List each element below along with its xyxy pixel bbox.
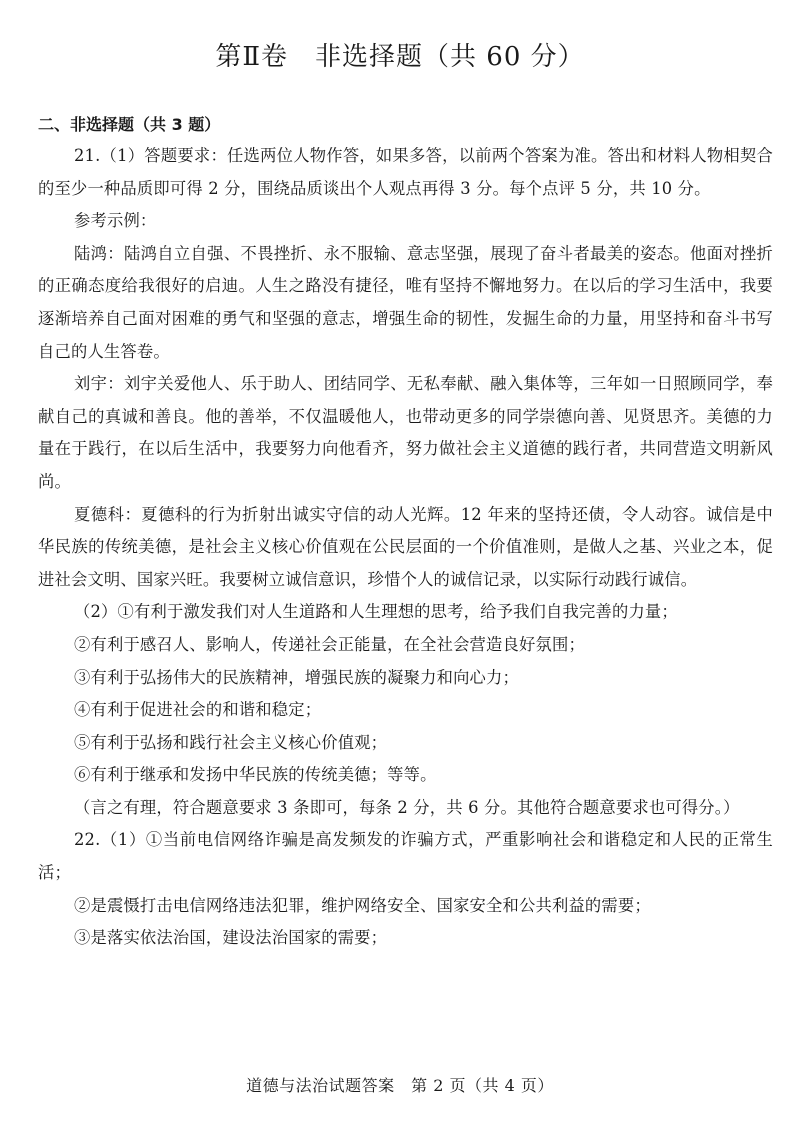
- example-xia-deke: 夏德科：夏德科的行为折射出诚实守信的动人光辉。12 年来的坚持还债，令人动容。诚信是中华民族的传统美德，是社会主义核心价值观在公民层面的一个价值准则，是做人之基、兴业之本，促进社会文明、国家兴旺。我要树立诚信意识，珍惜个人的诚信记录，以实际行动践行诚信。: [38, 504, 773, 589]
- q21-part2-point5: ⑤有利于弘扬和践行社会主义核心价值观；: [74, 732, 388, 752]
- q22-part1-point1: 22.（1）①当前电信网络诈骗是高发频发的诈骗方式，严重影响社会和谐稳定和人民的正常生活；: [38, 830, 773, 883]
- example-lu-hong: 陆鸿：陆鸿自立自强、不畏挫折、永不服输、意志坚强，展现了奋斗者最美的姿态。他面对挫折的正确态度给我很好的启迪。人生之路没有捷径，唯有坚持不懈地努力。在以后的学习生活中，我要逐渐培养自己面对困难的勇气和坚强的意志，增强生命的韧性，发掘生命的力量，用坚持和奋斗书写自己的人生答卷。: [38, 243, 773, 361]
- q21-part2-point6: ⑥有利于继承和发扬中华民族的传统美德；等等。: [74, 765, 437, 785]
- q22-part1-point2: ②是震慑打击电信网络违法犯罪，维护网络安全、国家安全和公共利益的需要；: [74, 895, 651, 915]
- q21-part2-point1: （2）①有利于激发我们对人生道路和人生理想的思考，给予我们自我完善的力量；: [74, 602, 678, 622]
- answer-body: [38, 140, 773, 955]
- q21-scoring-note: （言之有理，符合题意要求 3 条即可，每条 2 分，共 6 分。其他符合题意要求也可得分。）: [74, 797, 740, 817]
- page-title: 第Ⅱ卷 非选择题（共 60 分）: [215, 42, 585, 72]
- q21-part2-point3: ③有利于弘扬伟大的民族精神，增强民族的凝聚力和向心力；: [74, 667, 519, 687]
- section-heading: 二、非选择题（共 3 题）: [38, 115, 221, 134]
- q21-part2-point2: ②有利于感召人、影响人，传递社会正能量，在全社会营造良好氛围；: [74, 634, 585, 654]
- q21-part1-requirements: 21.（1）答题要求：任选两位人物作答，如果多答，以前两个答案为准。答出和材料人物相契合的至少一种品质即可得 2 分，围绕品质谈出个人观点再得 3 分。每个点评 5 分，共 10 分。: [38, 146, 773, 198]
- q21-part2-point4: ④有利于促进社会的和谐和稳定；: [74, 700, 322, 720]
- example-liu-yu: 刘宇：刘宇关爱他人、乐于助人、团结同学、无私奉献、融入集体等，三年如一日照顾同学，奉献自己的真诚和善良。他的善举，不仅温暖他人，也带动更多的同学崇德向善、见贤思齐。美德的力量在于践行，在以后生活中，我要努力向他看齐，努力做社会主义道德的践行者，共同营造文明新风尚。: [38, 374, 773, 491]
- page-footer: 道德与法治试题答案 第 2 页（共 4 页）: [246, 1076, 554, 1095]
- reference-example-label: 参考示例：: [74, 211, 157, 231]
- q22-part1-point3: ③是落实依法治国，建设法治国家的需要；: [74, 928, 388, 948]
